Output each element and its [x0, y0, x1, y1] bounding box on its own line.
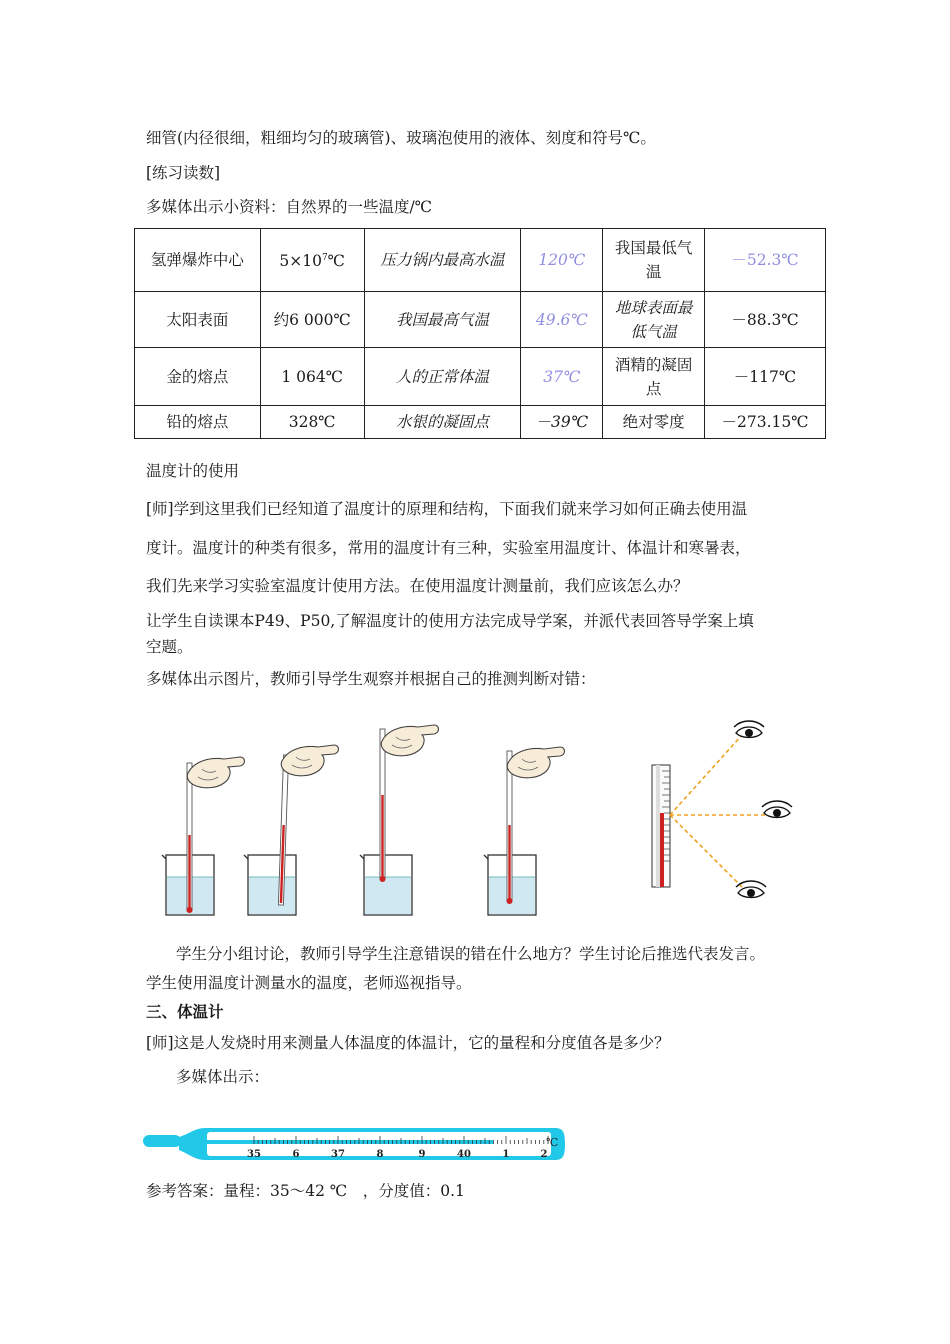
table-cell: 太阳表面 — [135, 292, 261, 348]
discussion-line: 学生使用温度计测量水的温度，老师巡视指导。 — [146, 974, 472, 992]
media-show-line: 多媒体出示： — [176, 1068, 270, 1086]
table-cell: 120℃ — [521, 229, 603, 292]
scale-label: 37 — [331, 1149, 345, 1160]
beaker-thermometer-3 — [360, 725, 439, 915]
teacher-clinical-question: [师]这是人发烧时用来测量人体温度的体温计，它的量程和分度值各是多少？ — [146, 1034, 670, 1052]
table-cell: －52.3℃ — [705, 229, 826, 292]
beaker-thermometer-4 — [484, 747, 565, 915]
scale-unit: ℃ — [546, 1136, 559, 1149]
teacher-paragraph: 我们先来学习实验室温度计使用方法。在使用温度计测量前，我们应该怎么办？ — [146, 577, 689, 595]
table-cell: 铅的熔点 — [135, 406, 261, 439]
media-note: 多媒体出示小资料：自然界的一些温度/℃ — [146, 198, 433, 216]
temperature-table — [134, 228, 826, 439]
table-cell: 1 064℃ — [260, 348, 364, 406]
scale-label: 8 — [376, 1149, 384, 1160]
table-cell: 酒精的凝固点 — [603, 348, 705, 406]
table-cell: 我国最低气温 — [603, 229, 705, 292]
table-cell: 我国最高气温 — [364, 292, 521, 348]
teacher-paragraph: [师]学到这里我们已经知道了温度计的原理和结构，下面我们就来学习如何正确去使用温 — [146, 500, 748, 518]
table-cell: 49.6℃ — [521, 292, 603, 348]
eye-icon — [734, 721, 764, 738]
scale-label: 35 — [247, 1149, 261, 1160]
table-cell: －39℃ — [521, 406, 603, 439]
answer-line: 参考答案：量程：35～42 ℃ ，分度值：0.1 — [146, 1182, 465, 1200]
intro-line: 细管(内径很细，粗细均匀的玻璃管)、玻璃泡使用的液体、刻度和符号℃。 — [146, 129, 656, 147]
table-cell: $5\times 10^7℃$ — [260, 229, 364, 292]
eye-icon — [736, 881, 766, 898]
table-cell: 金的熔点 — [135, 348, 261, 406]
eye-icon — [762, 801, 792, 818]
table-cell: 328℃ — [260, 406, 364, 439]
self-study-line: 让学生自读课本P49、P50,了解温度计的使用方法完成导学案，并派代表回答导学案上填 — [146, 612, 754, 630]
table-cell: －117℃ — [705, 348, 826, 406]
table-row — [135, 292, 826, 348]
scale-label: 1 — [502, 1149, 510, 1160]
practice-heading: [练习读数] — [146, 164, 221, 182]
scale-label: 9 — [418, 1149, 426, 1160]
table-cell: 压力锅内最高水温 — [364, 229, 521, 292]
discussion-line: 学生分小组讨论，教师引导学生注意错误的错在什么地方？学生讨论后推选代表发言。 — [176, 945, 766, 963]
table-row — [135, 229, 826, 292]
table-cell: 人的正常体温 — [364, 348, 521, 406]
table-cell: 氢弹爆炸中心 — [135, 229, 261, 292]
table-cell: 水银的凝固点 — [364, 406, 521, 439]
table-row — [135, 406, 826, 439]
thermometer-usage-figure — [150, 715, 810, 925]
table-cell: －88.3℃ — [705, 292, 826, 348]
clinical-thermometer-figure — [143, 1122, 567, 1168]
table-cell: 绝对零度 — [603, 406, 705, 439]
table-cell: －273.15℃ — [705, 406, 826, 439]
table-cell: 37℃ — [521, 348, 603, 406]
section-usage-title: 温度计的使用 — [146, 462, 240, 480]
table-row — [135, 348, 826, 406]
self-study-line: 空题。 — [146, 638, 193, 656]
reading-angle-diagram — [652, 721, 792, 898]
media-pictures-line: 多媒体出示图片，教师引导学生观察并根据自己的推测判断对错： — [146, 670, 596, 688]
scale-label: 2 — [540, 1149, 548, 1160]
beaker-thermometer-2 — [244, 745, 339, 915]
table-cell: 约6 000℃ — [260, 292, 364, 348]
table-cell: 地球表面最低气温 — [603, 292, 705, 348]
beaker-thermometer-1 — [162, 757, 245, 915]
scale-label: 6 — [292, 1149, 300, 1160]
scale-label: 40 — [457, 1149, 471, 1160]
teacher-paragraph: 度计。温度计的种类有很多，常用的温度计有三种，实验室用温度计、体温计和寒暑表， — [146, 539, 751, 557]
section-three-title: 三、体温计 — [146, 1003, 224, 1021]
